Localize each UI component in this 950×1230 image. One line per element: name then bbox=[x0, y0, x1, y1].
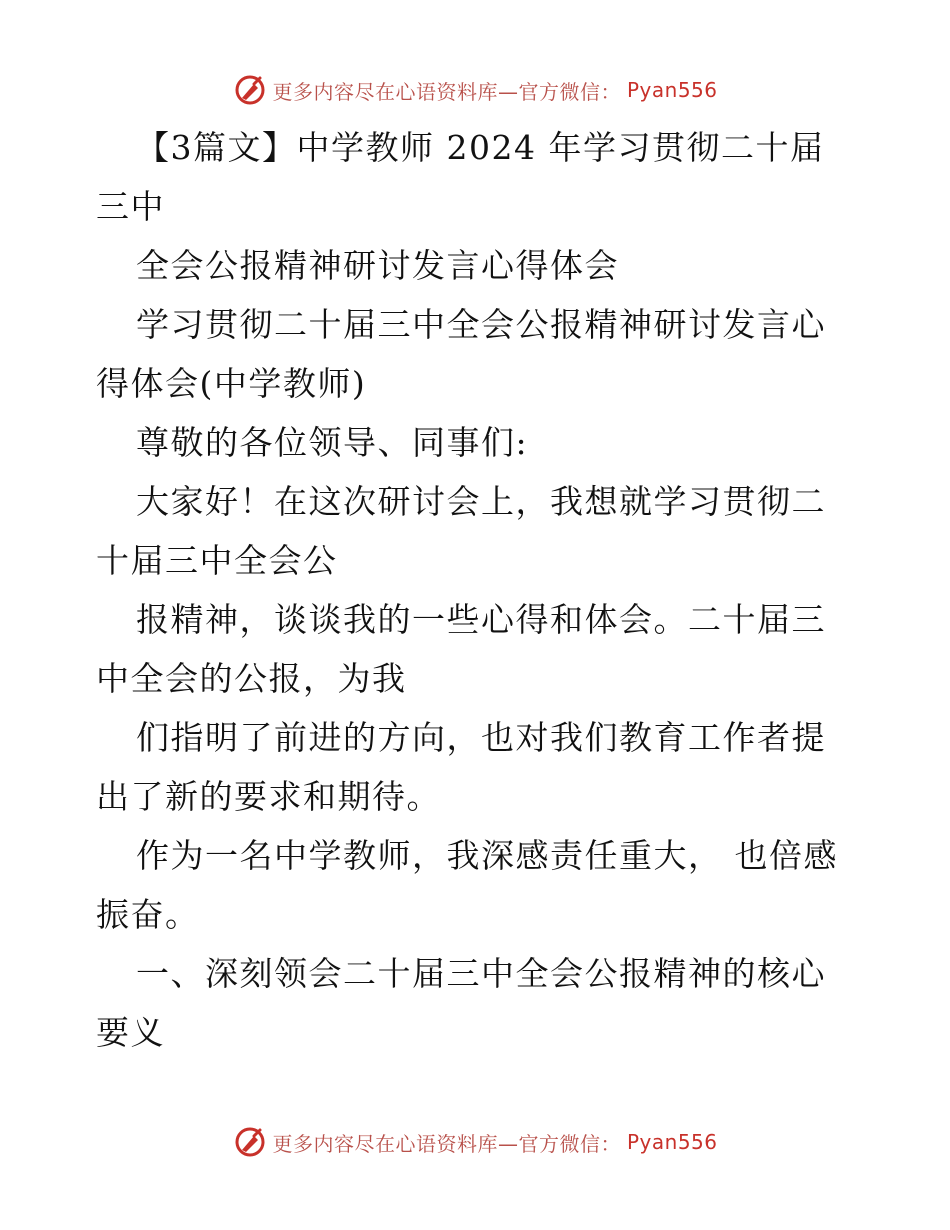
paragraph-4: 报精神，谈谈我的一些心得和体会。二十届三中全会的公报，为我 bbox=[96, 600, 826, 698]
watermark-account: Pyan556 bbox=[626, 78, 718, 102]
paragraph-6: 作为一名中学教师，我深感责任重大， 也倍感振奋。 bbox=[96, 836, 838, 934]
footer-watermark bbox=[0, 1124, 950, 1160]
header-watermark bbox=[0, 72, 950, 108]
paragraph-2: 尊敬的各位领导、同事们: bbox=[136, 423, 529, 462]
pen-nib-logo-icon bbox=[232, 1124, 268, 1160]
paragraph-5: 们指明了前进的方向，也对我们教育工作者提出了新的要求和期待。 bbox=[96, 718, 826, 816]
paragraph-3: 大家好！在这次研讨会上，我想就学习贯彻二十届三中全会公 bbox=[96, 482, 826, 580]
section-heading-1: 一、深刻领会二十届三中全会公报精神的核心要义 bbox=[96, 954, 826, 1052]
document-body bbox=[96, 118, 854, 1062]
pen-nib-logo-icon bbox=[232, 72, 268, 108]
document-title-continued: 全会公报精神研讨发言心得体会 bbox=[136, 246, 619, 285]
watermark-text: 更多内容尽在心语资料库—官方微信： bbox=[272, 1131, 621, 1156]
watermark-text: 更多内容尽在心语资料库—官方微信： bbox=[272, 79, 621, 104]
document-title: 【3篇文】中学教师 2024 年学习贯彻二十届三中 bbox=[96, 128, 825, 226]
paragraph-1: 学习贯彻二十届三中全会公报精神研讨发言心得体会(中学教师) bbox=[96, 305, 826, 403]
watermark-account: Pyan556 bbox=[626, 1130, 718, 1154]
